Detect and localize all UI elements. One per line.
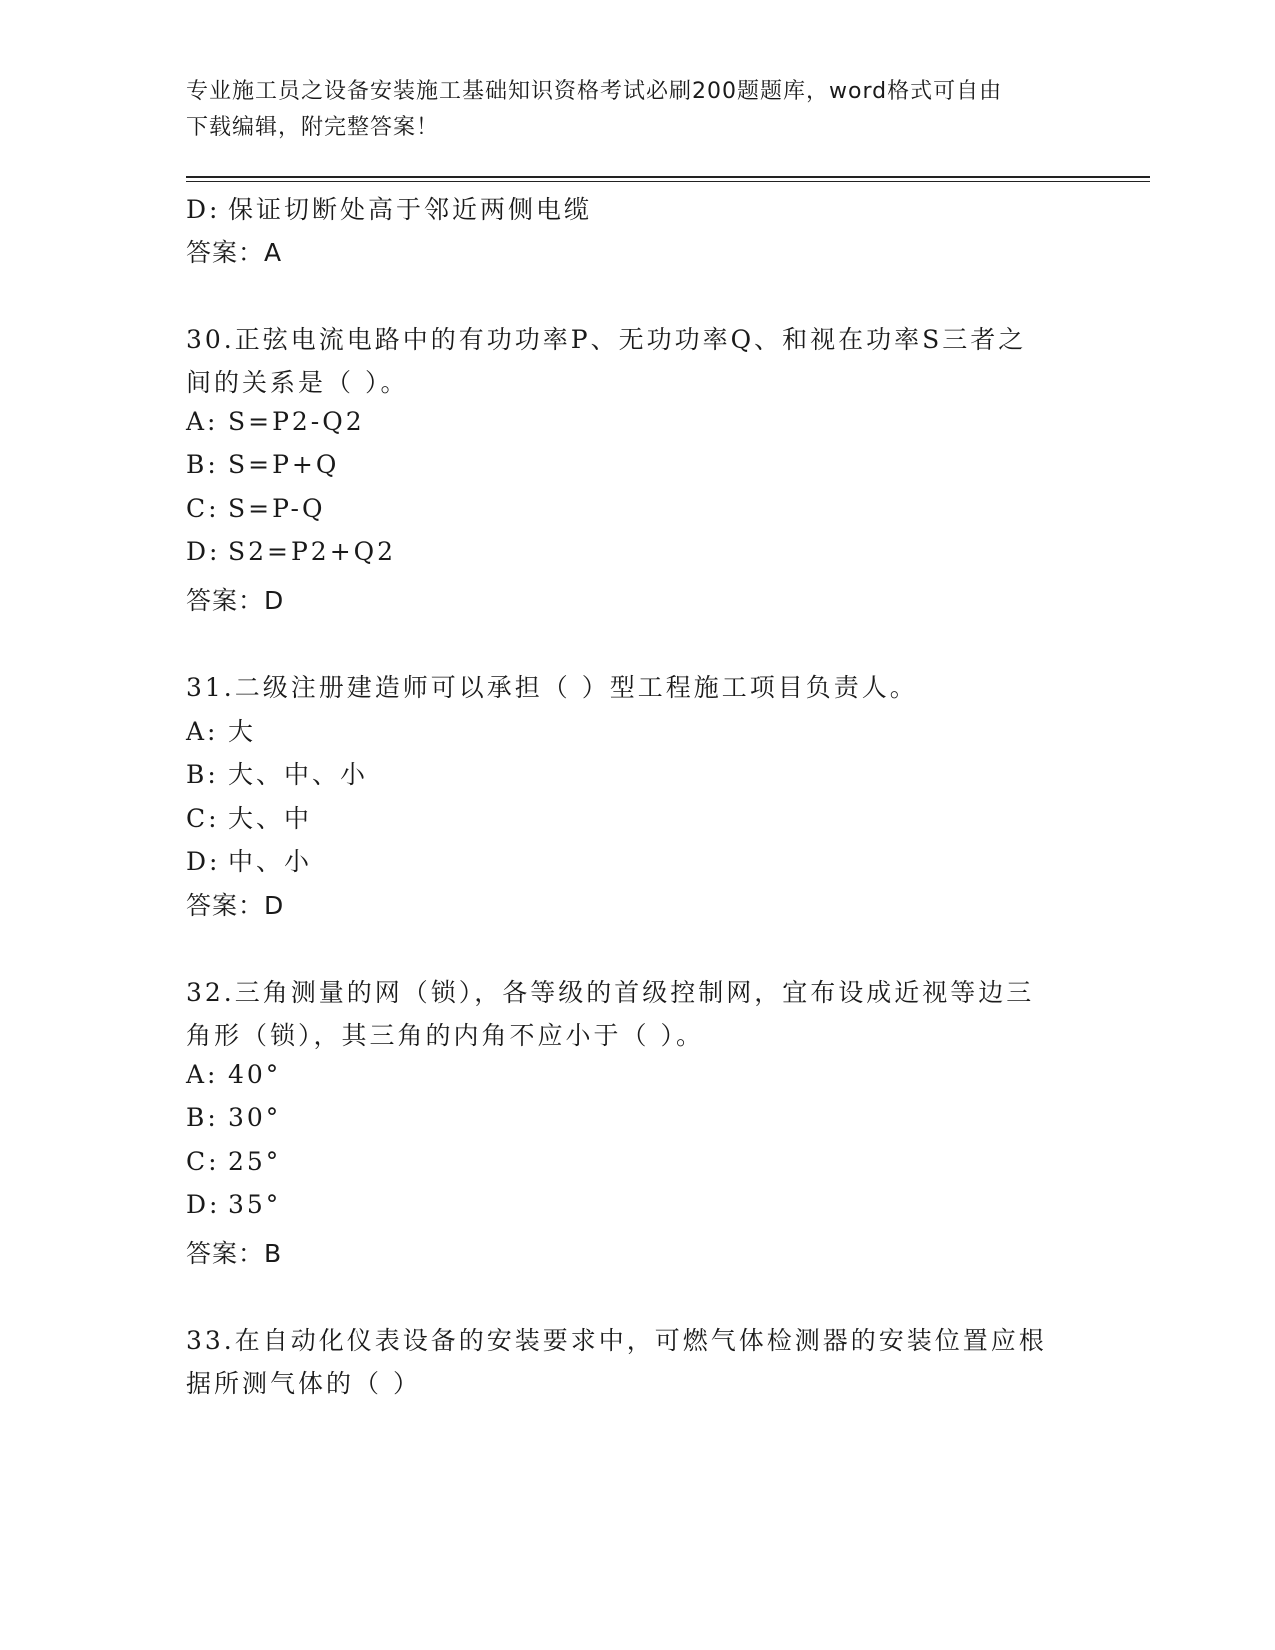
- q30-option-a: [186, 407, 365, 436]
- option-text: 35°: [228, 1190, 282, 1219]
- q32-stem-line-2: 角形（锁），其三角的内角不应小于（ ）。: [186, 1021, 704, 1050]
- option-label: C:: [186, 1147, 220, 1176]
- option-text: 25°: [228, 1147, 282, 1176]
- header-line-1: 专业施工员之设备安装施工基础知识资格考试必刷200题题库，word格式可自由: [186, 79, 1003, 104]
- q33-stem-line-2: 据所测气体的（ ）: [186, 1369, 421, 1398]
- option-label: D:: [186, 537, 221, 566]
- q32-option-a: [186, 1060, 281, 1089]
- q31-answer: 答案：D: [186, 891, 285, 920]
- q30-option-c: [186, 494, 325, 523]
- option-label: C:: [186, 804, 220, 833]
- q31-stem-line-1: 31.二级注册建造师可以承担（ ）型工程施工项目负责人。: [186, 673, 918, 702]
- option-label: B:: [186, 1103, 219, 1132]
- prev-option-d: [186, 190, 592, 226]
- option-text: S2=P2+Q2: [228, 537, 397, 566]
- q30-option-d: [186, 537, 396, 566]
- q32-answer: 答案：B: [186, 1239, 283, 1268]
- q33-stem-line-1: 33.在自动化仪表设备的安装要求中，可燃气体检测器的安装位置应根: [186, 1326, 1047, 1355]
- header-divider-thin: [186, 181, 1150, 182]
- option-label: C:: [186, 494, 220, 523]
- q31-option-b: [186, 755, 368, 791]
- option-label: D:: [186, 847, 221, 876]
- q32-option-b: [186, 1103, 281, 1132]
- option-label: D:: [186, 1190, 221, 1219]
- option-label: B:: [186, 450, 219, 479]
- option-text: 大、中、小: [228, 760, 369, 789]
- q31-option-d: [186, 842, 312, 878]
- q32-stem-line-1: 32.三角测量的网（锁），各等级的首级控制网，宜布设成近视等边三: [186, 978, 1035, 1007]
- option-text: S=P+Q: [228, 450, 340, 479]
- prev-answer: 答案：A: [186, 238, 283, 267]
- option-text: S=P-Q: [228, 494, 326, 523]
- q30-stem-line-1: 30.正弦电流电路中的有功功率P、无功功率Q、和视在功率S三者之: [186, 325, 1027, 354]
- q30-answer: 答案：D: [186, 586, 285, 615]
- option-label: B:: [186, 760, 219, 789]
- header-line-2: 下载编辑，附完整答案！: [186, 115, 440, 140]
- option-text: 中、小: [228, 847, 313, 876]
- q30-option-b: [186, 450, 339, 479]
- document-header: [186, 74, 1066, 146]
- option-label: A:: [186, 717, 219, 746]
- q30-stem-line-2: 间的关系是（ ）。: [186, 368, 409, 397]
- option-label: A:: [186, 407, 219, 436]
- q31-option-a: [186, 712, 256, 748]
- option-text: S=P2-Q2: [228, 407, 365, 436]
- header-divider: [186, 176, 1150, 178]
- q32-option-d: [186, 1190, 281, 1219]
- option-text: 保证切断处高于邻近两侧电缆: [228, 195, 593, 224]
- option-text: 大: [228, 717, 257, 746]
- q31-option-c: [186, 799, 312, 835]
- option-label: D:: [186, 195, 221, 224]
- option-text: 40°: [228, 1060, 282, 1089]
- option-text: 大、中: [228, 804, 313, 833]
- option-text: 30°: [228, 1103, 282, 1132]
- option-label: A:: [186, 1060, 219, 1089]
- q32-option-c: [186, 1147, 281, 1176]
